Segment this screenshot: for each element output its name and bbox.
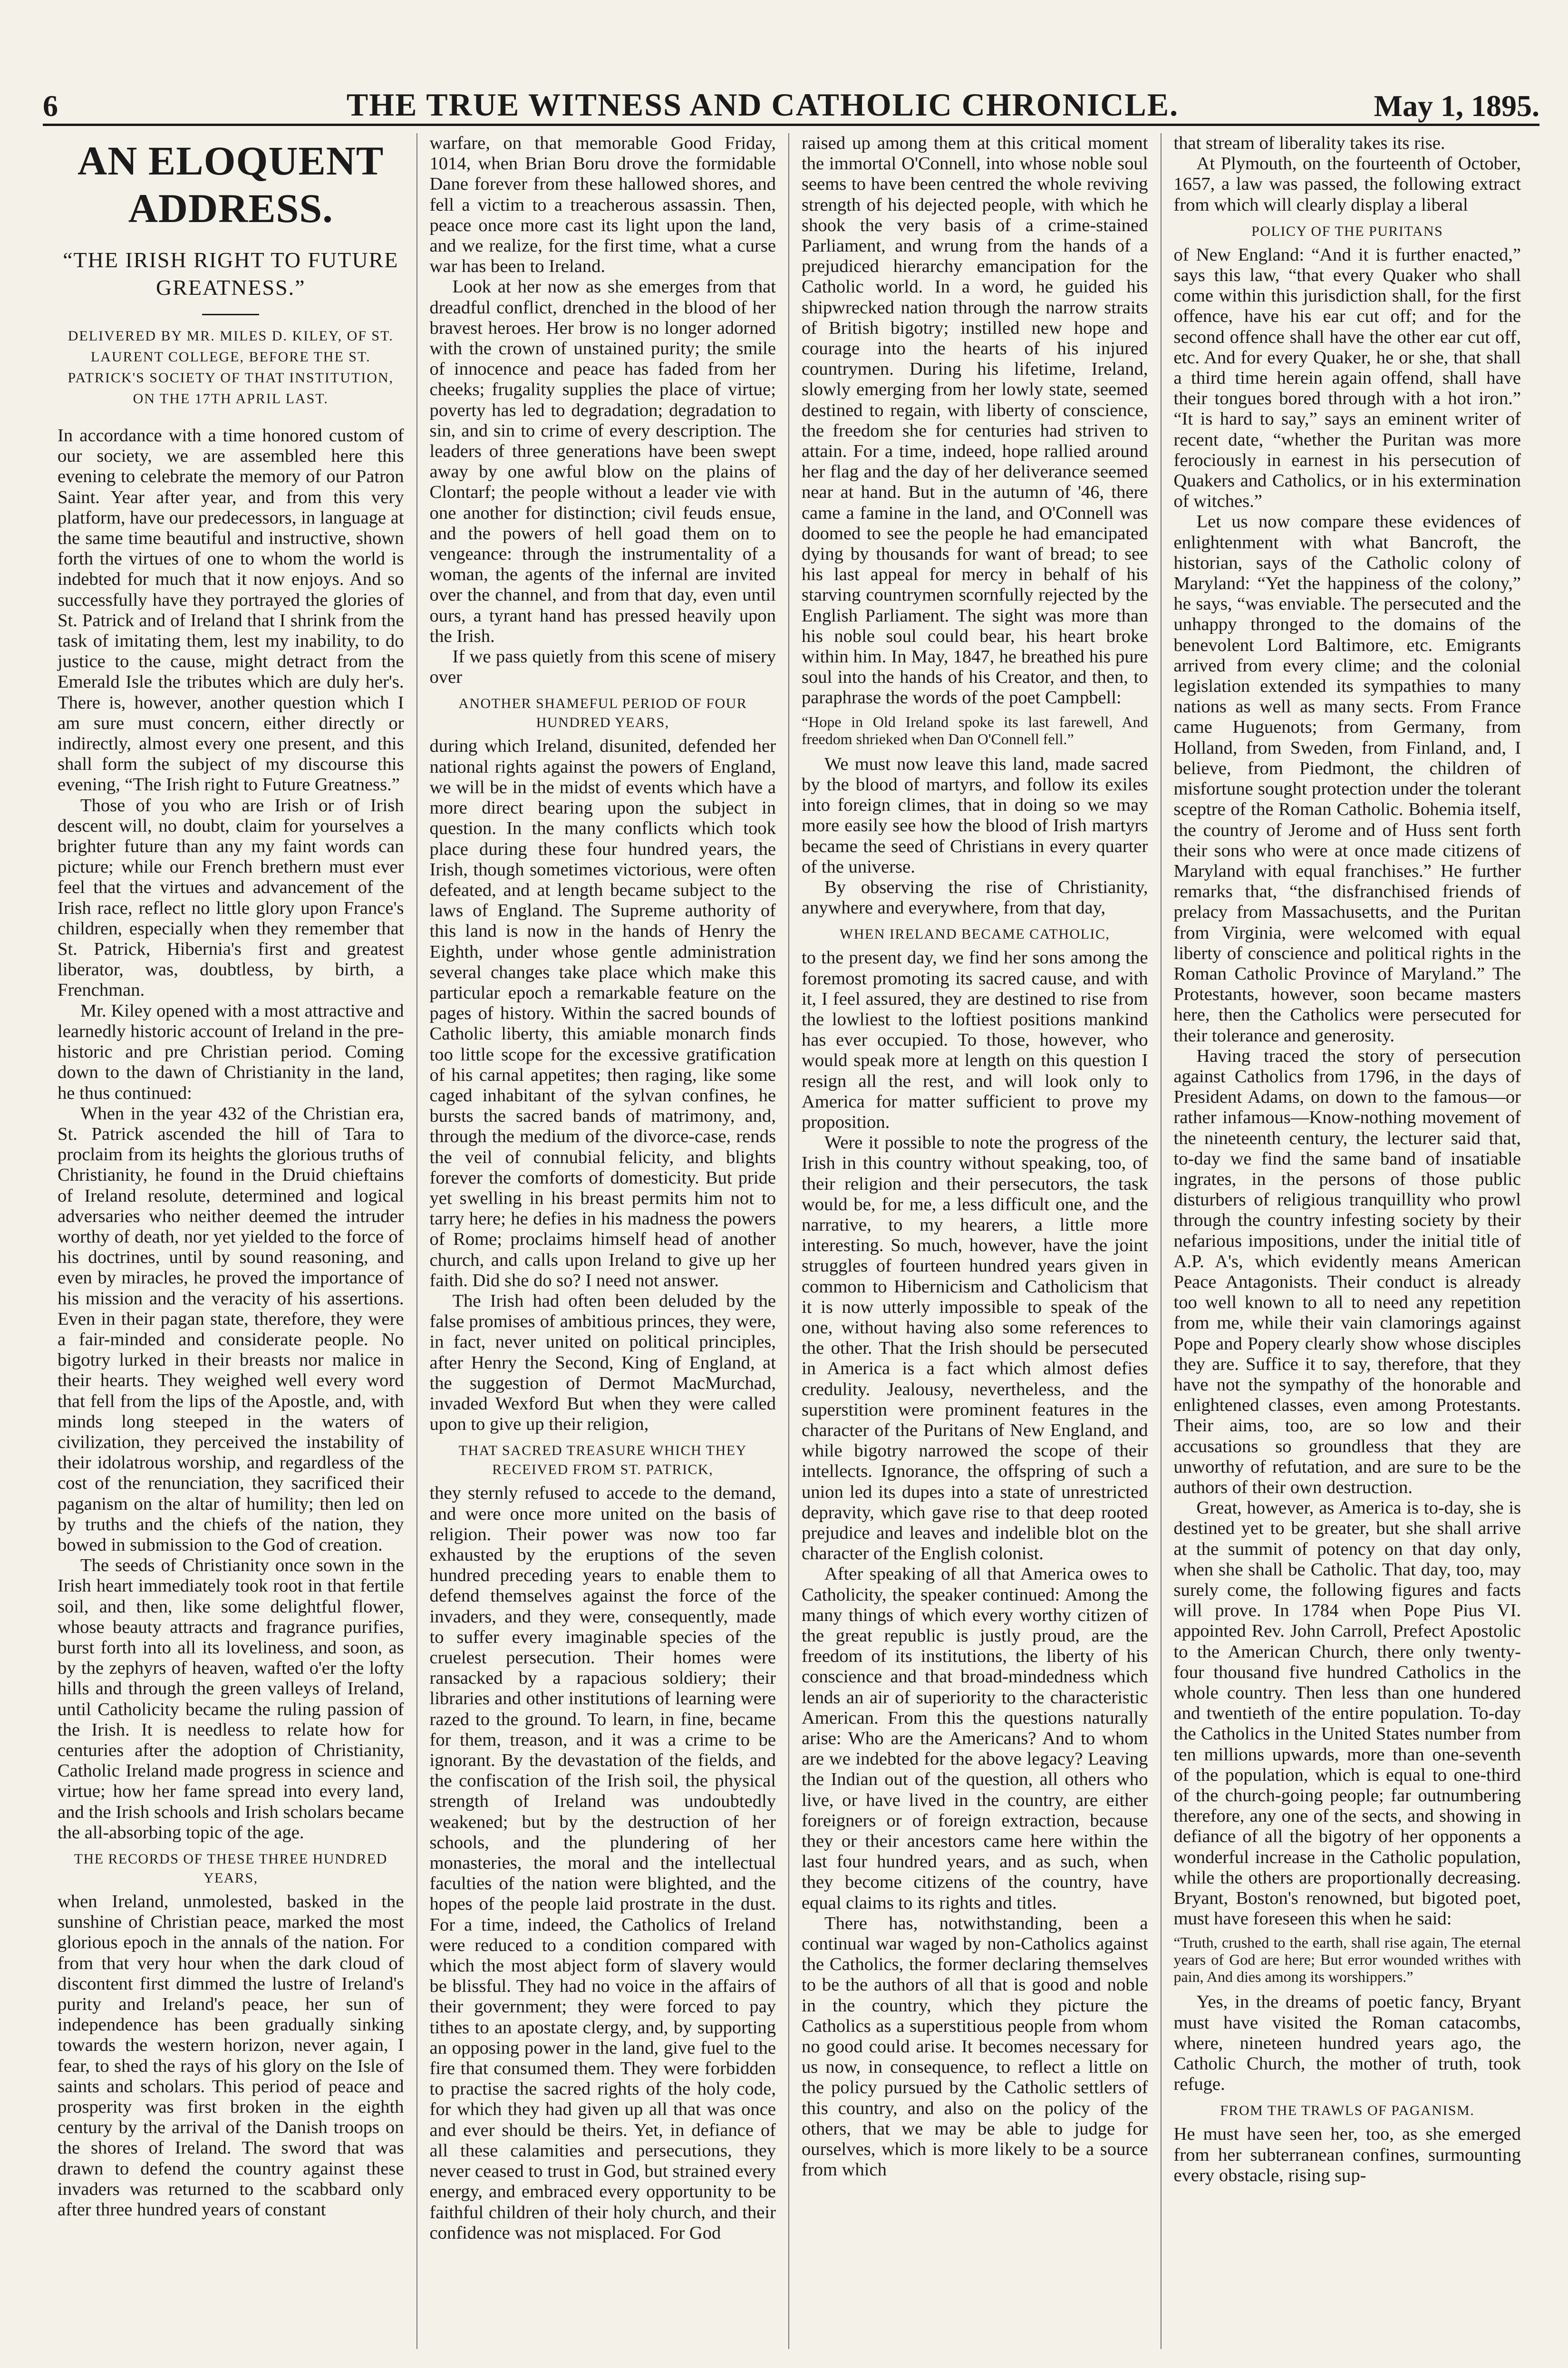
- paragraph: Mr. Kiley opened with a most attractive and learnedly historic account of Ireland in the pre-historic and pre Christian period. Coming down to the dawn of Christianity in the land, he thus continued:: [58, 1000, 404, 1103]
- masthead: [43, 71, 1539, 126]
- column-4: [1161, 133, 1534, 2349]
- paragraph: The seeds of Christianity once sown in the Irish heart immediately took root in that fertile soil, and then, like some delightful flower, whose beauty attracts and fragrance purifies, burst forth into all its loveliness, and soon, as by the zephyrs of heaven, wafted o'er the lofty hills and through the green valleys of Ireland, until Catholicity became the ruling passion of the Irish. It is needless to relate how for centuries after the adoption of Christianity, Catholic Ireland made progress in science and virtue; how her fame spread into every land, and the Irish schools and Irish scholars became the all-absorbing topic of the age.: [58, 1555, 404, 1843]
- paragraph: to the present day, we find her sons among the foremost promoting its sacred cause, and with it, I feel assured, they are destined to rise from the lowliest to the loftiest positions mankind has ever occupied. To those, however, who would speak more at length on this question I resign all the rest, and will look only to America for matter sufficient to prove my proposition.: [802, 948, 1148, 1132]
- article-byline: DELIVERED BY MR. MILES D. KILEY, OF ST. LAURENT COLLEGE, BEFORE THE ST. PATRICK'S SOCIETY OF THAT INSTITUTION, ON THE 17TH APRIL LAST.: [68, 328, 394, 407]
- paragraph: Those of you who are Irish or of Irish descent will, no doubt, claim for yourselves a brighter future than any my faint words can picture; while our French brethern must ever feel that the virtues and advancement of the Irish race, reflect no little glory upon France's children, especially when they remember that St. Patrick, Hibernia's first and greatest liberator, was, doubtless, by birth, a Frenchman.: [58, 795, 404, 1000]
- paragraph: If we pass quietly from this scene of misery over: [429, 647, 776, 688]
- column-2: [417, 133, 790, 2349]
- paragraph: After speaking of all that America owes to Catholicity, the speaker continued: Among the many things of which every worthy citizen of the great republic is justly proud, are the freedom of its institutions, the liberty of his conscience and that broad-mindedness which lends an air of superiority to the characteristic American. From this the questions naturally arise: Who are the Americans? And to whom are we indebted for the above legacy? Leaving the Indian out of the question, all others who live, or have lived in the country, are either foreigners or of foreign extraction, because they or their ancestors came here within the last four hundred years, and as such, when they become citizens of the country, have equal claims to its rights and titles.: [802, 1564, 1148, 1913]
- paragraph: The Irish had often been deluded by the false promises of ambitious princes, they were, in fact, never united on political principles, after Henry the Second, King of England, at the suggestion of Dermot MacMurchad, invaded Wexford But when they were called upon to give up their religion,: [429, 1291, 776, 1435]
- paragraph: Great, however, as America is to-day, she is destined yet to be greater, but she shall arrive at the summit of potency on that day only, when she shall be Catholic. That day, too, may surely come, the following figures and facts will prove. In 1784 when Pope Pius VI. appointed Rev. John Carroll, Prefect Apostolic to the American Church, there only twenty-four thousand five hundred Catholics in the whole country. Then less than one hundered and twentieth of the entire population. To-day the Catholics in the United States number from ten millions upwards, more than one-seventh of the population, which is equal to one-third of the church-going people; far outnumbering therefore, any one of the sects, and showing in defiance of all the bigotry of her opponents a wonderful increase in the Catholic population, while the others are proportionally decreasing. Bryant, Boston's renowned, but bigoted poet, must have foreseen this when he said:: [1173, 1498, 1521, 1929]
- paragraph: At Plymouth, on the fourteenth of October, 1657, a law was passed, the following extract from which will clearly display a liberal: [1173, 154, 1521, 215]
- paragraph: He must have seen her, too, as she emerged from her subterranean confines, surmounting every obstacle, rising sup-: [1173, 2124, 1521, 2185]
- section-heading: WHEN IRELAND BECAME CATHOLIC,: [840, 926, 1110, 942]
- poem-quote: “Truth, crushed to the earth, shall rise again, The eternal years of God are here; But error wounded writhes with pain, And dies among its worshippers.”: [1173, 1934, 1521, 1986]
- paragraph: they sternly refused to accede to the demand, and were once more united on the basis of religion. Their power was now too far exhausted by the eruptions of the seven hundred preceding years to enable them to defend themselves against the force of the invaders, and they were, consequently, made to suffer every imaginable species of the cruelest persecution. Their homes were ransacked by a rapacious soldiery; their libraries and other institutions of learning were razed to the ground. To learn, in fine, became for them, treason, and it was a crime to be ignorant. By the devastation of the fields, and the confiscation of the Irish soil, the physical strength of Ireland was undoubtedly weakened; but by the destruction of her schools, and the plundering of her monasteries, the moral and the intellectual faculties of the nation were blighted, and the hopes of the people laid prostrate in the dust. For a time, indeed, the Catholics of Ireland were reduced to a condition compared with which the most abject form of slavery would be blissful. They had no voice in the affairs of their government; they were forced to pay tithes to an apostate clergy, and, by supporting an opposing power in the land, give fuel to the fire that consumed them. They were forbidden to practise the sacred rights of the holy code, for which they had given up all that was once and ever should be theirs. Yet, in defiance of all these calamities and persecutions, they never ceased to trust in God, but strained every energy, and embraced every opportunity to be faithful children of their holy church, and their confidence was not misplaced. For God: [429, 1483, 776, 2243]
- paragraph: of New England: “And it is further enacted,” says this law, “that every Quaker who shall come within this jurisdiction shall, for the first offence, have his ear cut off; and for the second offence shall have the other ear cut off, etc. And for every Quaker, he or she, that shall a third time herein again offend, shall have their tongues bored through with a hot iron.” “It is hard to say,” says an eminent writer of recent date, “whether the Puritan was more ferociously in earnest in his persecution of Quakers and Catholics, or in his extermination of witches.”: [1173, 244, 1521, 512]
- paragraph: during which Ireland, disunited, defended her national rights against the powers of England, we will be in the midst of events which have a more direct bearing upon the subject in question. In the many conflicts which took place during these four hundred years, the Irish, though sometimes victorious, were often defeated, and at length became subject to the laws of England. The Supreme authority of this land is now in the hands of Henry the Eighth, under whose gentle administration several changes take place which make this particular epoch a remarkable feature on the pages of history. Within the sacred bounds of Catholic liberty, this amiable monarch finds too little scope for the excessive gratification of his carnal appetites; then raging, like some caged inhabitant of the sylvan confines, he bursts the sacred bands of matrimony, and, through the medium of the divorce-case, rends the veil of connubial felicity, and blights forever the comforts of domesticity. But pride yet swelling in his breast permits him not to tarry here; he defies in his madness the powers of Rome; proclaims himself head of another church, and calls upon Ireland to give up her faith. Did she do so? I need not answer.: [429, 736, 776, 1291]
- issue-date: May 1, 1895.: [1374, 89, 1539, 123]
- article-headline: AN ELOQUENT ADDRESS.: [77, 138, 384, 231]
- section-heading: POLICY OF THE PURITANS: [1251, 223, 1443, 239]
- paragraph: Yes, in the dreams of poetic fancy, Bryant must have visited the Roman catacombs, where, nineteen hundred years ago, the Catholic Church, the mother of truth, took refuge.: [1173, 1992, 1521, 2095]
- divider: [202, 314, 259, 315]
- paragraph: when Ireland, unmolested, basked in the sunshine of Christian peace, marked the most glorious epoch in the annals of the nation. For from that very hour when the dark cloud of discontent first dimmed the lustre of Ireland's purity and Ireland's peace, her sun of independence has been gradually sinking towards the western horizon, never again, I fear, to shed the rays of his glory on the Isle of saints and scholars. This period of peace and prosperity was first broken in the eighth century by the arrival of the Danish troops on the shores of Ireland. The sword that was drawn to defend the country against these invaders was returned to the scabbard only after three hundred years of constant: [58, 1892, 404, 2220]
- article-columns: [45, 133, 1533, 2349]
- poem-quote: “Hope in Old Ireland spoke its last farewell, And freedom shrieked when Dan O'Connell fell.”: [802, 713, 1148, 747]
- paragraph: By observing the rise of Christianity, anywhere and everywhere, from that day,: [802, 877, 1148, 918]
- column-1: [45, 133, 417, 2349]
- paragraph: warfare, on that memorable Good Friday, 1014, when Brian Boru drove the formidable Dane forever from these hallowed shores, and fell a victim to a treacherous assassin. Then, peace once more cast its light upon the land, and we realize, for the first time, what a curse war has been to Ireland.: [429, 133, 776, 277]
- column-3: [789, 133, 1161, 2349]
- paragraph: Having traced the story of persecution against Catholics from 1796, in the days of President Adams, on down to the famous—or rather infamous—Know-nothing movement of the nineteenth century, the lecturer said that, to-day we find the same band of insatiable ingrates, in the persons of those public disturbers of religious tranquillity who prowl through the country infesting society by their nefarious impositions, under the initial title of A.P. A's, which evidently means American Peace Antagonists. Their conduct is already too well known to all to need any repetition from me, while their vain clamorings against Pope and Popery clearly show whose disciples they are. Suffice it to say, therefore, that they have not the sympathy of the honorable and enlightened classes, even among Protestants. Their aims, too, are so low and their accusations so groundless that they are unworthy of refutation, and are sure to be the authors of their own destruction.: [1173, 1046, 1521, 1497]
- newspaper-title: THE TRUE WITNESS AND CATHOLIC CHRONICLE.: [346, 87, 1179, 123]
- section-heading: THE RECORDS OF THESE THREE HUNDRED YEARS,: [74, 1851, 387, 1886]
- section-heading: FROM THE TRAWLS OF PAGANISM.: [1220, 2103, 1475, 2119]
- section-heading: THAT SACRED TREASURE WHICH THEY RECEIVED FROM ST. PATRICK,: [458, 1443, 747, 1478]
- paragraph: Were it possible to note the progress of the Irish in this country without speaking, too, of their religion and their persecutors, the task would be, for me, a less difficult one, and the narrative, to my hearers, a little more interesting. So much, however, have the joint struggles of fourteen hundred years given in common to Hibernicism and Catholicism that it is now utterly impossible to speak of the one, without having also some references to the other. That the Irish should be persecuted in America is a fact which almost defies credulity. Jealousy, nevertheless, and the superstition were prominent features in the character of the Puritans of New England, and while bigotry narrowed the scope of their intellects. Ignorance, the offspring of such a union led its dupes into a state of unrestricted depravity, which gave rise to that deep rooted prejudice and leaves and indelible blot on the character of the English colonist.: [802, 1133, 1148, 1564]
- paragraph: that stream of liberality takes its rise.: [1173, 133, 1445, 153]
- paragraph: raised up among them at this critical moment the immortal O'Connell, into whose noble soul seems to have been centred the whole reviving strength of his dejected people, with which he shook the very basis of a crime-stained Parliament, and wrung from the hands of a prejudiced hierarchy emancipation for the Catholic world. In a word, he guided his shipwrecked nation through the narrow straits of British bigotry; instilled new hope and courage into the hearts of his injured countrymen. During his lifetime, Ireland, slowly emerging from her lowly state, seemed destined to regain, with liberty of conscience, the freedom she for centuries had striven to attain. For a time, indeed, hope rallied around her flag and the day of her deliverance seemed near at hand. But in the autumn of '46, there came a famine in the land, and O'Connell was doomed to see the people he had emancipated dying by thousands for want of bread; to see his last appeal for mercy in behalf of his starving countrymen scornfully rejected by the English Parliament. The sight was more than his noble soul could bear, his heart broke within him. In May, 1847, he breathed his pure soul into the hands of his Creator, and then, to paraphrase the words of the poet Campbell:: [802, 133, 1148, 708]
- article-subhead: “THE IRISH RIGHT TO FUTURE GREATNESS.”: [63, 248, 399, 300]
- section-heading: ANOTHER SHAMEFUL PERIOD OF FOUR HUNDRED YEARS,: [458, 696, 747, 731]
- paragraph: When in the year 432 of the Christian era, St. Patrick ascended the hill of Tara to proclaim from its heights the glorious truths of Christianity, he found in the Druid chieftains of Ireland resolute, determined and logical adversaries who neither deemed the intruder worthy of death, nor yet yielded to the force of his doctrines, until by sound reasoning, and even by miracles, he proved the importance of his mission and the veracity of his assertions. Even in their pagan state, therefore, they were a fair-minded and considerate people. No bigotry lurked in their breasts nor malice in their hearts. They weighed well every word that fell from the lips of the Apostle, and, with minds long steeped in the waters of civilization, they perceived the instability of their idolatrous worship, and regardless of the cost of the renunciation, they sacrificed their paganism on the altar of humility; then led on by truths and the chiefs of the nation, they bowed in submission to the God of creation.: [58, 1103, 404, 1555]
- paragraph: In accordance with a time honored custom of our society, we are assembled here this evening to celebrate the memory of our Patron Saint. Year after year, and from this very platform, have our predecessors, in language at the same time beautiful and instructive, shown forth the virtues of one to whom the world is indebted for much that it now enjoys. And so successfully have they portrayed the glories of St. Patrick and of Ireland that I shrink from the task of imitating them, lest my inability, to do justice to the cause, might detract from the Emerald Isle the tributes which are duly her's. There is, however, another question which I am sure must concern, either directly or indirectly, almost every one present, and this shall form the subject of my discourse this evening, “The Irish right to Future Greatness.”: [58, 426, 404, 795]
- paragraph: There has, notwithstanding, been a continual war waged by non-Catholics against the Catholics, the former declaring themselves to be the authors of all that is good and noble in the country, which they picture the Catholics as a superstitious people from whom no good could arise. It becomes necessary for us now, in consequence, to reflect a little on the policy pursued by the Catholic settlers of this country, and also on the policy of the others, that we may be able to judge for ourselves, which is more likely to be a source from which: [802, 1913, 1148, 2180]
- page-number: 6: [43, 89, 58, 123]
- paragraph: We must now leave this land, made sacred by the blood of martyrs, and follow its exiles into foreign climes, that in doing so we may more easily see how the blood of Irish martyrs became the seed of Christians in every quarter of the universe.: [802, 754, 1148, 877]
- paragraph: Look at her now as she emerges from that dreadful conflict, drenched in the blood of her bravest heroes. Her brow is no longer adorned with the crown of unstained purity; the smile of innocence and peace has faded from her cheeks; frugality supplies the place of virtue; poverty has led to degradation; degradation to sin, and sin to crime of every description. The leaders of three generations have been swept away by one awful blow on the plains of Clontarf; the people without a leader vie with one another for distinction; civil feuds ensue, and the powers of hell goad them on to vengeance: through the instrumentality of a woman, the agents of the infernal are invited over the channel, and from that day, even until ours, a tyrant hand has pressed heavily upon the Irish.: [429, 277, 776, 646]
- paragraph: Let us now compare these evidences of enlightenment with what Bancroft, the historian, says of the Catholic colony of Maryland: “Yet the happiness of the colony,” he says, “was enviable. The persecuted and the unhappy thronged to the domains of the benevolent Lord Baltimore, etc. Emigrants arrived from every clime; and the colonial legislation extended its sympathies to many nations as well as many sects. From France came Huguenots; from Germany, from Holland, from Sweden, from Finland, and, I believe, from Piedmont, the children of misfortune sought protection under the tolerant sceptre of the Roman Catholic. Bohemia itself, the country of Jerome and of Huss sent forth their sons who were at once made citizens of Maryland with equal franchises.” He further remarks that, “the disfranchised friends of prelacy from Massachusetts, and the Puritan from Virginia, were welcomed with equal liberty of conscience and political rights in the Roman Catholic Province of Maryland.” The Protestants, however, soon became masters here, then the Catholics were persecuted for their tolerance and generosity.: [1173, 512, 1521, 1046]
